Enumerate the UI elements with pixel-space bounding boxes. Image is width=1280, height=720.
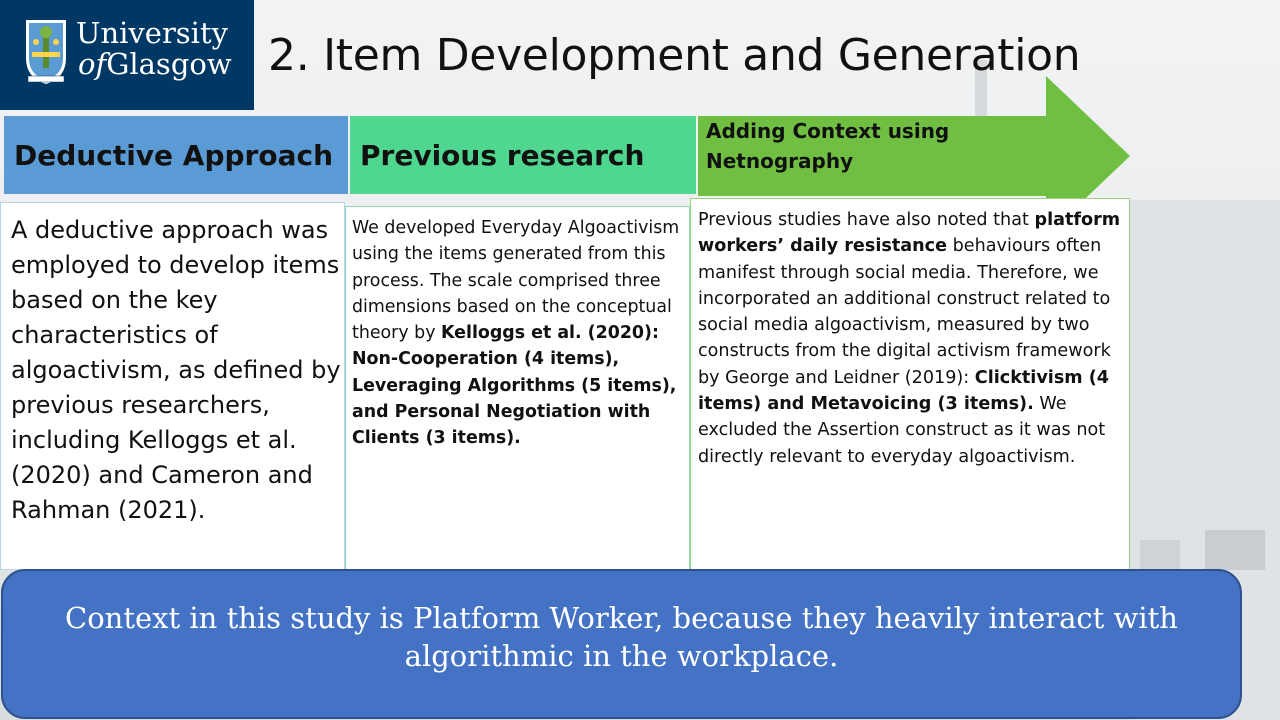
deductive-approach-header: Deductive Approach — [4, 116, 348, 194]
netnography-text — [690, 198, 1130, 570]
adding-context-header: Adding Context using Netnography — [706, 119, 950, 173]
col3-text-2: behaviours often manifest through social media. Therefore, we incorporated an additional construct related to social media algoactivism, measured by two constructs from the digital activism framework by George and Leidner (2019): — [698, 236, 1111, 388]
logo-line2-prefix: of — [78, 47, 107, 81]
col3-bold-2: Clicktivism (4 items) and Metavoicing (3 items). — [698, 367, 1110, 415]
crest-icon — [24, 18, 68, 86]
slide-title: 2. Item Development and Generation — [268, 30, 1081, 81]
col2-text-1: We developed Everyday Algoactivism using the items generated from this process. The scale comprised three dimensions based on the conceptual theory by — [352, 218, 680, 344]
previous-research-text — [345, 206, 690, 570]
logo-line1: University — [76, 16, 228, 50]
deductive-approach-text — [0, 202, 345, 570]
col1-text: A deductive approach was employed to develop items based on the key characteristics of algoactivism, as defined by previous researchers, including Kelloggs et al. (2020) and Cameron and Rahman (2021). — [11, 216, 341, 524]
col3-text-1: Previous studies have also noted that — [698, 210, 1035, 230]
col2-bold-1: Kelloggs et al. (2020): Non-Cooperation (4 items), Leveraging Algorithms (5 items), and Personal Negotiation with Clients (3 items). — [352, 323, 677, 449]
logo-line2-rest: Glasgow — [106, 47, 232, 81]
university-logo — [0, 0, 254, 110]
col3-text-3: We excluded the Assertion construct as it was not directly relevant to everyday algoactivism. — [698, 394, 1106, 467]
context-banner — [1, 569, 1242, 719]
col3-bold-1: platform workers’ daily resistance — [698, 210, 1121, 257]
banner-text: Context in this study is Platform Worker, because they heavily interact with algorithmic in the workplace. — [65, 601, 1178, 673]
previous-research-header: Previous research — [350, 116, 696, 194]
